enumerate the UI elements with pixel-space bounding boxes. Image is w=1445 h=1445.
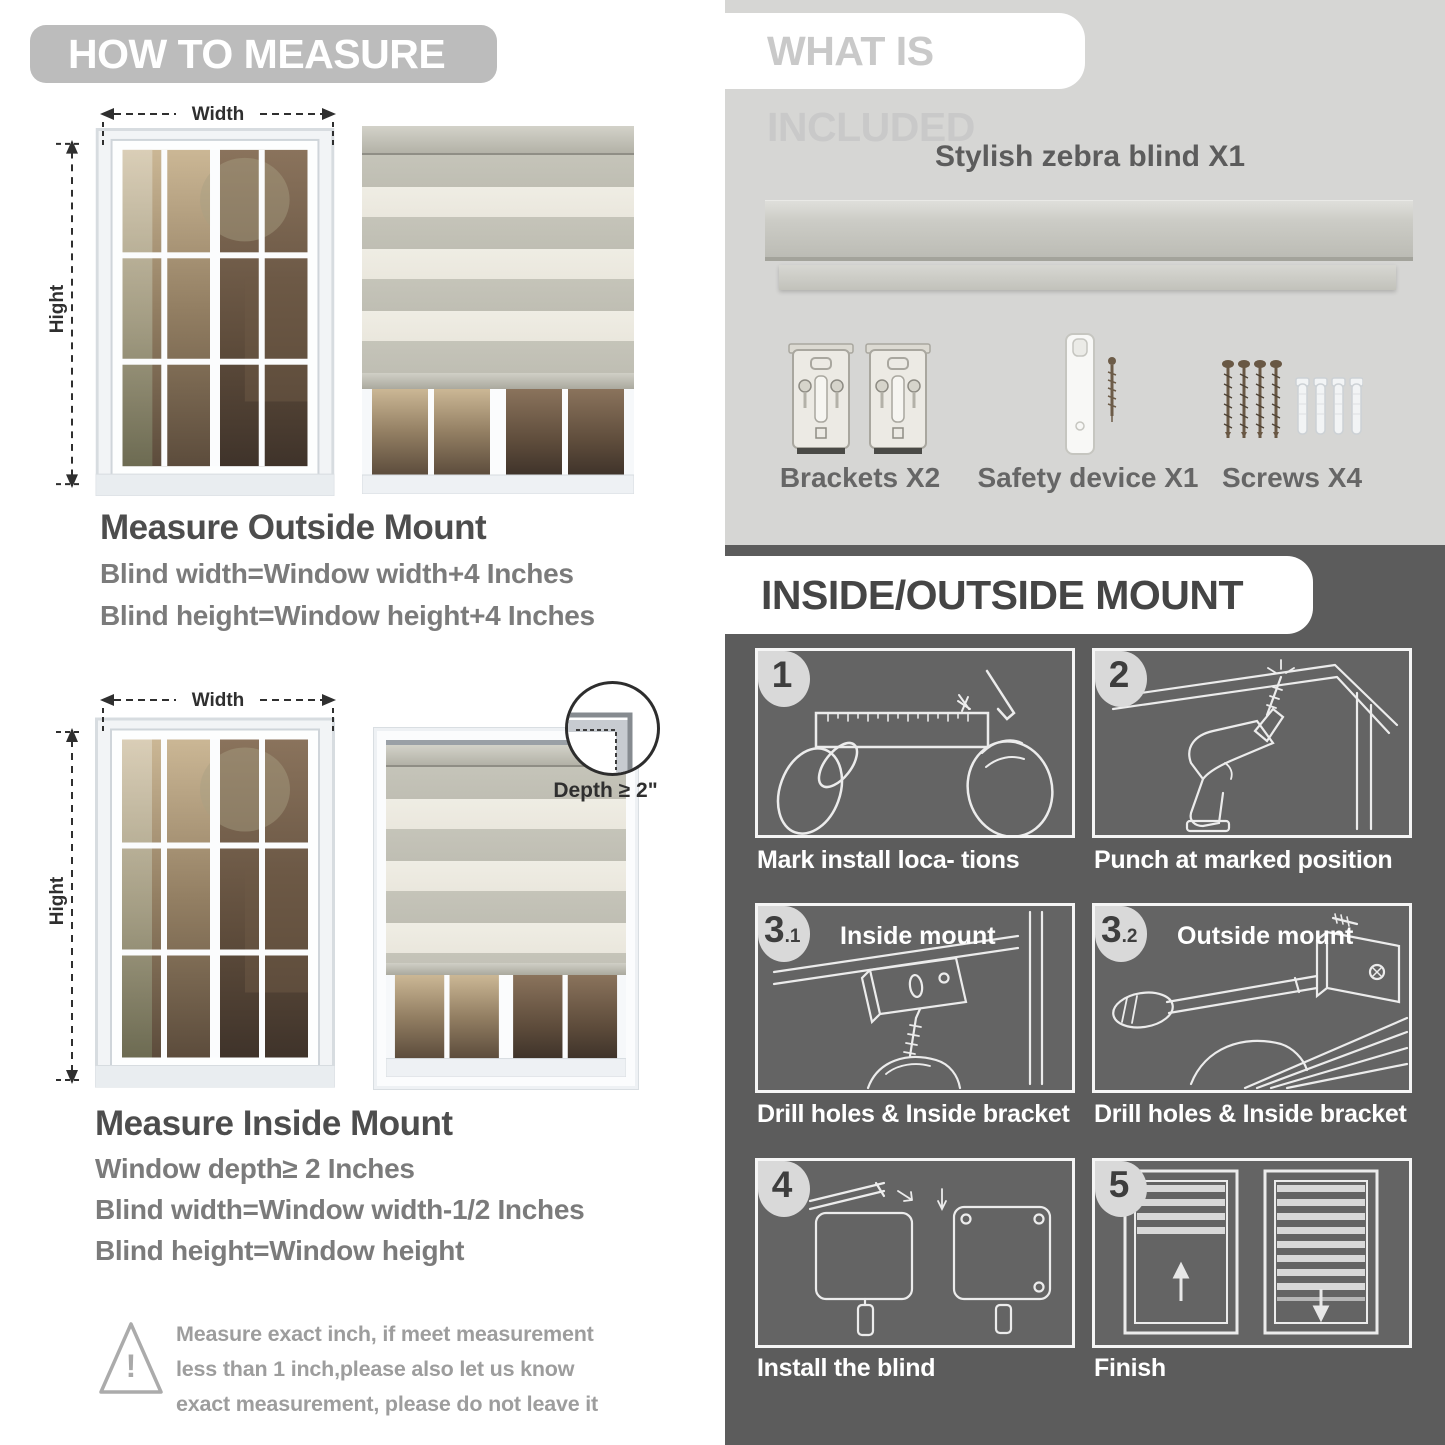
brackets-caption: Brackets X2 [779, 462, 941, 493]
window-photo-inside-mount [95, 715, 335, 1090]
step-number-badge [758, 1161, 810, 1217]
headrail-image [765, 200, 1413, 261]
screws-caption: Screws X4 [1221, 462, 1363, 493]
how-to-measure-header: HOW TO MEASURE [30, 25, 497, 83]
step-number: 2 [1108, 654, 1130, 695]
outside-mount-title: Measure Outside Mount [100, 508, 487, 547]
step-panel-3-1 [755, 903, 1075, 1093]
what-is-included-header: WHAT IS INCLUDED [725, 13, 1085, 89]
headrail-bottom-bar [779, 265, 1396, 290]
outside-mount-height-rule: Blind height=Window height+4 Inches [100, 600, 595, 631]
outside-mount-width-rule: Blind width=Window width+4 Inches [100, 558, 574, 589]
step-caption-2: Punch at marked position [1094, 846, 1393, 874]
height-label-figure1: Hight [47, 284, 68, 334]
step-caption-3-1: Drill holes & Inside bracket [757, 1100, 1070, 1128]
safety-device-icon [1050, 330, 1130, 465]
step-panel-4 [755, 1158, 1075, 1348]
step-number: 4 [771, 1164, 793, 1205]
inside-mount-height-rule: Blind height=Window height [95, 1235, 465, 1266]
width-label-figure2: Width [191, 690, 245, 711]
step-number-badge [758, 906, 810, 962]
height-label-figure2: Hight [47, 876, 68, 926]
magnifier-depth-detail-icon [565, 681, 660, 776]
step-number-badge [758, 651, 810, 707]
bracket-icon [864, 340, 932, 462]
step-subnumber: .2 [1121, 926, 1138, 947]
included-blind-label: Stylish zebra blind X1 [934, 140, 1246, 173]
window-lower-part [386, 975, 626, 1077]
step-number-badge [1095, 651, 1147, 707]
blind-bottom-rail [386, 963, 626, 975]
step-caption-5: Finish [1094, 1354, 1166, 1382]
blind-bottom-rail [362, 373, 634, 389]
outside-mount-panel-label: Outside mount [1177, 922, 1354, 950]
step-number: 3 [1101, 909, 1122, 950]
step-caption-3-2: Drill holes & Inside bracket [1094, 1100, 1407, 1128]
inside-mount-instructions [95, 1104, 584, 1267]
step-panel-1 [755, 648, 1075, 838]
step-caption-4: Install the blind [757, 1354, 936, 1382]
measurement-warning-text: Measure exact inch, if meet measurement less than 1 inch,please also let us know exact measurement, please do not leave it [176, 1322, 598, 1416]
step-number: 1 [771, 654, 793, 695]
step-subnumber: .1 [784, 926, 801, 947]
step-number-badge [1095, 1161, 1147, 1217]
inside-mount-title: Measure Inside Mount [95, 1104, 453, 1143]
step-number-badge [1095, 906, 1147, 962]
inside-mount-width-rule: Blind width=Window width-1/2 Inches [95, 1194, 585, 1225]
step-number: 5 [1108, 1164, 1130, 1205]
blind-zebra-stripes [362, 155, 634, 373]
step-panel-2 [1092, 648, 1412, 838]
inside-mount-depth-rule: Window depth≥ 2 Inches [95, 1153, 415, 1184]
inside-mount-panel-label: Inside mount [840, 922, 996, 950]
window-lower-part [362, 389, 634, 494]
inside-outside-mount-header: INSIDE/OUTSIDE MOUNT [725, 556, 1313, 634]
width-label-figure1: Width [191, 104, 245, 125]
blind-cassette [362, 126, 634, 155]
step-caption-1: Mark install loca- tions [757, 846, 1020, 874]
zebra-blind-outside-mount [362, 126, 634, 494]
depth-requirement-label: Depth ≥ 2" [553, 779, 658, 802]
step-panel-3-2 [1092, 903, 1412, 1093]
warning-exclamation: ! [125, 1348, 137, 1384]
step-number: 3 [764, 909, 785, 950]
outside-mount-instructions [100, 508, 595, 632]
window-photo-outside-mount [95, 128, 335, 496]
screws-anchors-icon [1218, 352, 1363, 457]
bracket-icon [787, 340, 855, 462]
safety-device-caption: Safety device X1 [977, 462, 1199, 493]
step-panel-5 [1092, 1158, 1412, 1348]
